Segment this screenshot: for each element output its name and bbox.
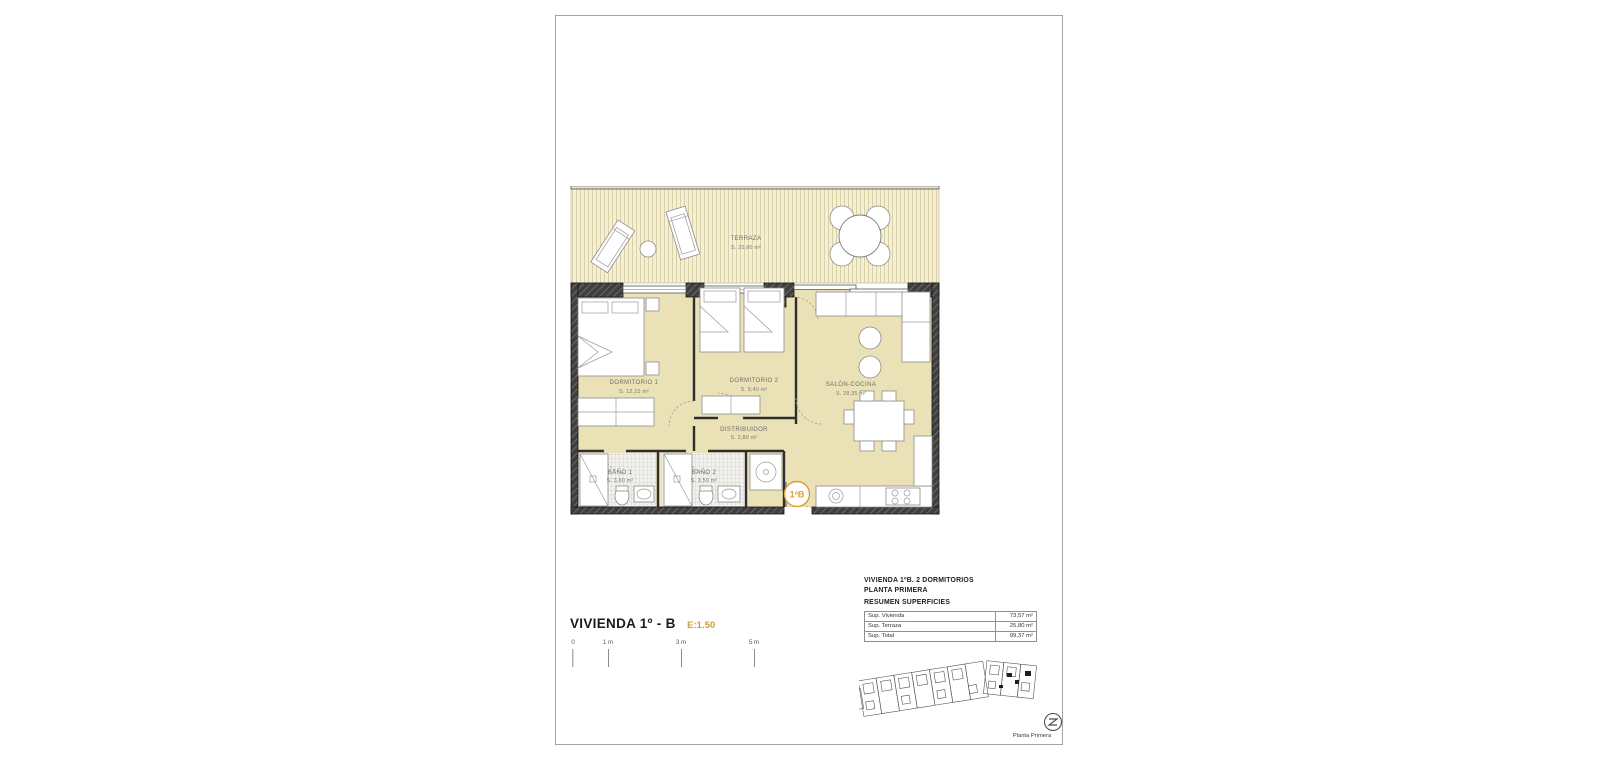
washing-machine-icon: [750, 454, 782, 490]
room-label-bano1: BAÑO 1: [607, 470, 633, 476]
room-area-salon-cocina: S. 28,35 m²: [835, 391, 867, 397]
scale-tick: 3 m: [676, 640, 686, 667]
row-value: 25,80 m²: [996, 621, 1037, 631]
row-label: Sup. Total: [865, 631, 996, 641]
exterior-wall-bottom: [812, 507, 939, 514]
row-value: 73,57 m²: [996, 611, 1037, 621]
sheet-title: VIVIENDA 1º - B: [570, 616, 676, 631]
scale-tick: 1 m: [603, 640, 613, 667]
terrace-table-set-icon: [830, 206, 890, 266]
room-label-salon-cocina: SALÓN-COCINA: [825, 382, 877, 388]
key-plan-svg: [859, 649, 1039, 719]
scale-tick: 0: [571, 640, 574, 667]
single-bed-icon: [700, 288, 740, 352]
room-label-bano2: BAÑO 2: [691, 470, 717, 476]
room-area-dormitorio2: S. 9,40 m²: [740, 387, 768, 393]
key-plan-highlight: [999, 671, 1031, 688]
summary-floor: PLANTA PRIMERA: [864, 586, 928, 594]
surface-table: [864, 611, 1037, 642]
room-area-dormitorio1: S. 12,15 m²: [618, 389, 650, 395]
room-area-distribuidor: S. 2,80 m²: [730, 435, 758, 441]
room-area-terraza: S. 25,60 m²: [730, 245, 762, 251]
plan-sheet: [555, 15, 1063, 745]
pouf-icon: [859, 356, 881, 378]
floor-plan-svg: [568, 186, 954, 517]
room-label-distribuidor: DISTRIBUIDOR: [720, 427, 768, 433]
summary-heading: RESUMEN SUPERFICIES: [864, 599, 951, 607]
nightstand-icon: [646, 362, 659, 375]
summary-block: [864, 576, 1037, 642]
sheet-scale: E:1.50: [687, 620, 716, 631]
wardrobe-icon: [578, 398, 654, 426]
pouf-icon: [859, 327, 881, 349]
unit-badge-label: 1ºB: [789, 489, 805, 500]
scale-bar: [556, 640, 786, 686]
scale-tick: 5 m: [749, 640, 759, 667]
table-row: [865, 621, 1037, 631]
north-logo-icon: [1043, 712, 1063, 732]
room-area-bano2: S. 3,50 m²: [690, 478, 718, 484]
key-plan: [859, 649, 1039, 719]
exterior-wall-right: [932, 283, 939, 514]
nightstand-icon: [646, 298, 659, 311]
unit-badge: [785, 482, 810, 507]
room-label-dormitorio2: DORMITORIO 2: [729, 378, 779, 384]
room-label-dormitorio1: DORMITORIO 1: [609, 380, 659, 386]
key-plan-caption: Planta Primera: [1012, 733, 1052, 739]
row-label: Sup. Terraza: [865, 621, 996, 631]
exterior-wall-bottom: [571, 507, 784, 514]
window-icon: [623, 286, 686, 293]
summary-title: VIVIENDA 1ºB. 2 DORMITORIOS: [864, 577, 974, 584]
table-row: [865, 631, 1037, 641]
side-table-icon: [640, 241, 656, 257]
row-label: Sup. Vivienda: [865, 611, 996, 621]
table-row: [865, 611, 1037, 621]
row-value: 99,37 m²: [996, 631, 1037, 641]
room-label-terraza: TERRAZA: [730, 236, 762, 242]
floor-plan: [568, 186, 954, 517]
room-area-bano1: S. 3,60 m²: [606, 478, 634, 484]
dresser-icon: [702, 396, 760, 414]
title-block: [570, 615, 715, 633]
double-bed-icon: [578, 298, 644, 376]
exterior-wall-left: [571, 283, 578, 514]
single-bed-icon: [744, 288, 784, 352]
